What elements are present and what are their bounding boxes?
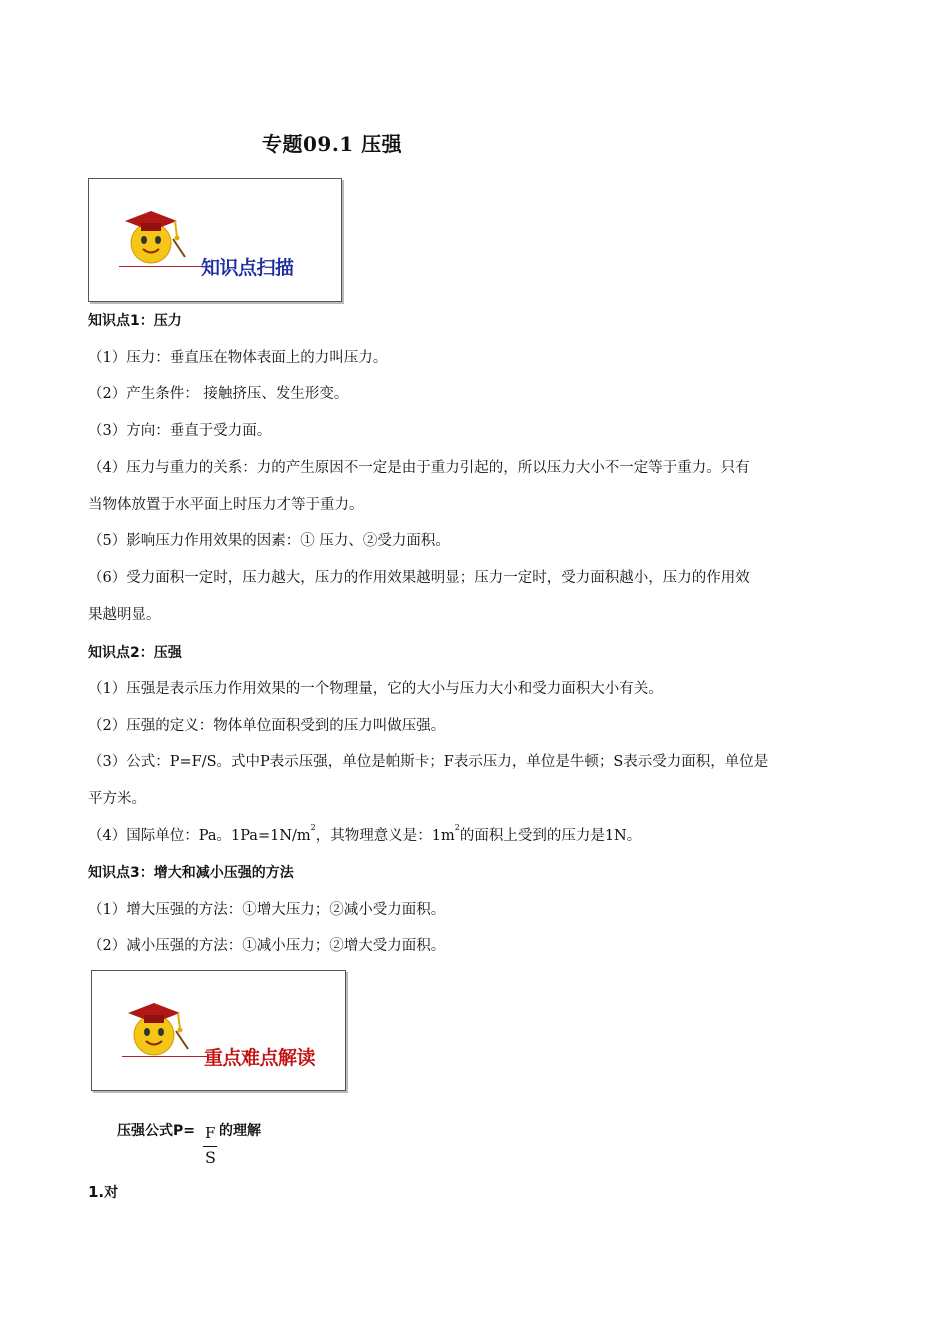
item-number: 1. [88,1183,105,1201]
banner-underline [122,1056,207,1057]
section2-line: 平方米。 [88,791,146,807]
formula-heading [117,1120,261,1140]
section1-line: 当物体放置于水平面上时压力才等于重力。 [88,497,364,513]
formula-prefix: 压强公式P= [117,1123,195,1139]
formula-denominator: S [205,1148,216,1167]
section1-line: （4）压力与重力的关系：力的产生原因不一定是由于重力引起的，所以压力大小不一定等于重力。只有 [88,460,750,476]
smiley-graduate-icon [114,985,194,1065]
section2-line: （1）压强是表示压力作用效果的一个物理量，它的大小与压力大小和受力面积大小有关。 [88,681,663,697]
page-title: 专题09.1 压强 [262,132,403,156]
section1-line: （2）产生条件： 接触挤压、发生形变。 [88,386,349,402]
section2-unit-line [88,824,641,845]
section2-line: （2）压强的定义：物体单位面积受到的压力叫做压强。 [88,718,446,734]
formula-suffix: 的理解 [219,1123,261,1139]
section2-line: （3）公式：P=F/S。式中P表示压强，单位是帕斯卡；F表示压力，单位是牛顿；S表示受力面积，单位是 [88,754,769,770]
section2-heading: 知识点2：压强 [88,645,182,661]
section3-line: （1）增大压强的方法：①增大压力；②减小受力面积。 [88,902,446,918]
key-points-banner [91,970,346,1091]
section1-line: （5）影响压力作用效果的因素：① 压力、②受力面积。 [88,533,450,549]
unit-text: 的面积上受到的压力是1N。 [459,828,642,844]
list-item [88,1182,118,1202]
knowledge-scan-banner [88,178,342,302]
section1-line: （3）方向：垂直于受力面。 [88,423,272,439]
smiley-graduate-icon [111,193,191,273]
section3-heading: 知识点3：增大和减小压强的方法 [88,865,294,881]
formula-numerator: F [205,1124,216,1142]
section3-line: （2）减小压强的方法：①减小压力；②增大受力面积。 [88,938,446,954]
fraction-bar [203,1146,217,1147]
section1-line: 果越明显。 [88,607,161,623]
banner-underline [119,266,204,267]
item-text: 对 [104,1185,119,1201]
section1-line: （6）受力面积一定时，压力越大，压力的作用效果越明显；压力一定时，受力面积越小，压力的作用效 [88,570,750,586]
section1-heading: 知识点1：压力 [88,313,182,329]
unit-text: （4）国际单位：Pa。1Pa=1N/m [88,828,311,844]
unit-text: ，其物理意义是：1m [315,828,455,844]
banner-label: 重点难点解读 [204,1047,316,1069]
superscript: 2 [310,823,316,832]
section1-line: （1）压力：垂直压在物体表面上的力叫压力。 [88,350,388,366]
superscript: 2 [454,823,460,832]
banner-label: 知识点扫描 [201,257,294,279]
